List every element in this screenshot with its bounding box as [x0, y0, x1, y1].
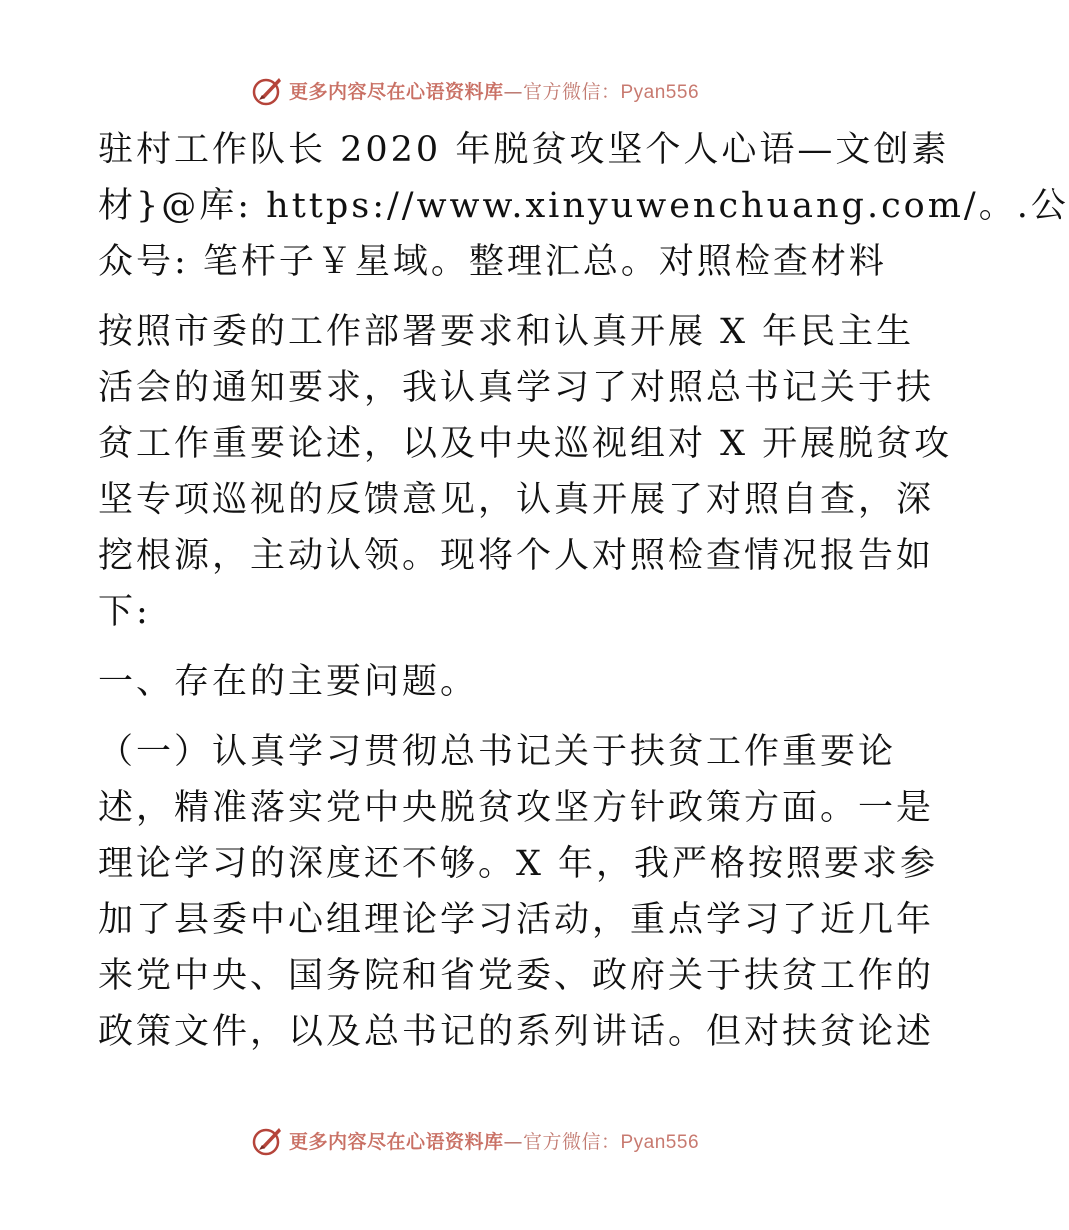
- body-line: 述，精准落实党中央脱贫攻坚方针政策方面。一是: [98, 788, 935, 828]
- header-watermark: [0, 70, 950, 110]
- section-heading: [98, 654, 858, 710]
- intro-line: 贫工作重要论述，以及中央巡视组对 X 开展脱贫攻: [98, 424, 953, 464]
- intro-line: 坚专项巡视的反馈意见，认真开展了对照自查，深: [98, 480, 935, 520]
- watermark-wechat-id: Pyan556: [620, 1131, 700, 1153]
- title-line: 驻村工作队长 2020 年脱贫攻坚个人心语—文创素: [98, 130, 950, 170]
- watermark-main-text: 更多内容尽在心语资料库: [288, 80, 504, 103]
- body-line: 理论学习的深度还不够。X 年，我严格按照要求参: [98, 844, 939, 884]
- section-heading-text: 一、存在的主要问题。: [98, 662, 479, 702]
- body-line: 加了县委中心组理论学习活动，重点学习了近几年: [98, 900, 935, 940]
- body-line: （一）认真学习贯彻总书记关于扶贫工作重要论: [98, 732, 897, 772]
- intro-line: 按照市委的工作部署要求和认真开展 X 年民主生: [98, 312, 915, 352]
- body-line: 来党中央、国务院和省党委、政府关于扶贫工作的: [98, 956, 935, 996]
- quill-logo-icon: [251, 1123, 285, 1157]
- watermark-separator: —: [503, 80, 523, 103]
- intro-line: 活会的通知要求，我认真学习了对照总书记关于扶: [98, 368, 935, 408]
- intro-line: 下:: [98, 592, 151, 632]
- watermark-wechat-label: 官方微信：: [522, 80, 621, 103]
- watermark-wechat-label: 官方微信：: [522, 1130, 621, 1153]
- intro-paragraph: [98, 304, 953, 640]
- watermark-main-text: 更多内容尽在心语资料库: [288, 1130, 504, 1153]
- document-title: [98, 122, 1069, 290]
- document-body: [98, 122, 1069, 1074]
- footer-watermark: [0, 1120, 950, 1160]
- body-line: 政策文件，以及总书记的系列讲话。但对扶贫论述: [98, 1012, 935, 1052]
- body-paragraph: [98, 724, 939, 1060]
- watermark-wechat-id: Pyan556: [620, 81, 700, 103]
- title-line: 材}@库: https://www.xinyuwenchuang.com/。.公: [98, 186, 1069, 226]
- title-line: 众号: 笔杆子￥星域。整理汇总。对照检查材料: [98, 242, 887, 282]
- intro-line: 挖根源，主动认领。现将个人对照检查情况报告如: [98, 536, 935, 576]
- quill-logo-icon: [251, 73, 285, 107]
- watermark-separator: —: [503, 1130, 523, 1153]
